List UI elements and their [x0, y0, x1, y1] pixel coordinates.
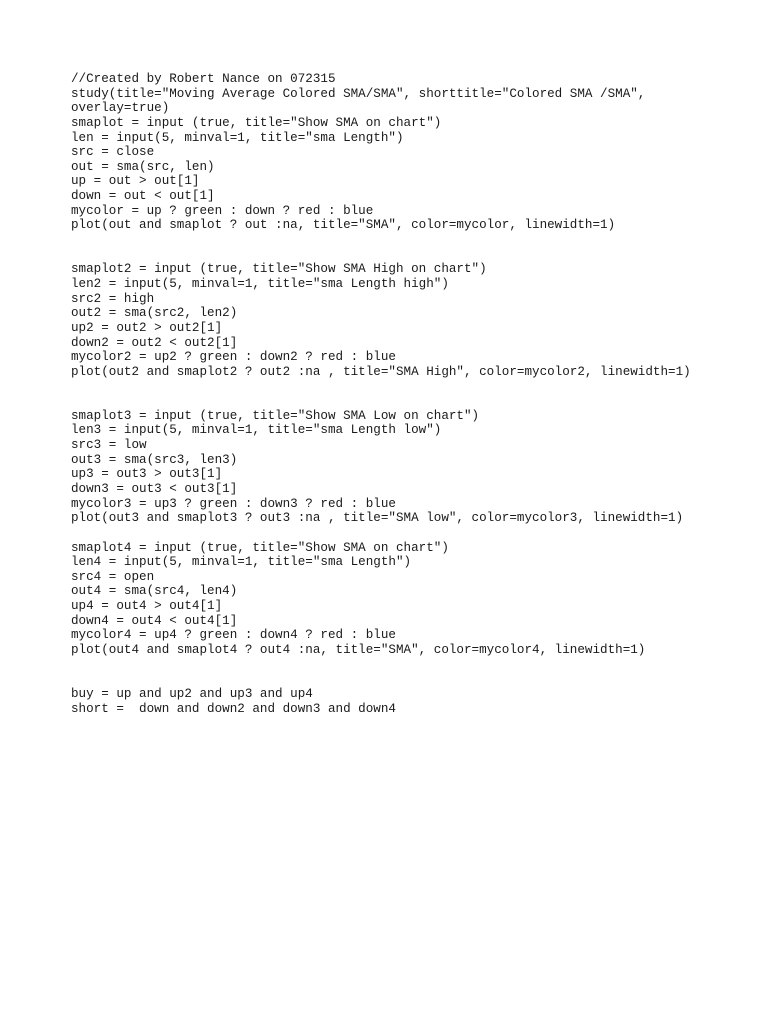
code-line [71, 233, 751, 248]
code-line [71, 672, 751, 687]
code-line: out4 = sma(src4, len4) [71, 584, 238, 599]
code-line: //Created by Robert Nance on 072315 [71, 72, 336, 86]
code-line: smaplot = input (true, title="Show SMA on chart") [71, 115, 442, 130]
code-line: study(title="Moving Average Colored SMA/SMA", shorttitle="Colored SMA /SMA", [71, 86, 646, 101]
code-line: len4 = input(5, minval=1, title="sma Length") [71, 555, 412, 570]
code-text-block [71, 72, 751, 716]
code-line [71, 658, 751, 673]
code-line: short = down and down2 and down3 and down4 [71, 701, 396, 716]
code-line: down3 = out3 < out3[1] [71, 481, 238, 496]
code-line: len2 = input(5, minval=1, title="sma Length high") [71, 276, 449, 291]
code-line [71, 248, 751, 263]
code-line: up3 = out3 > out3[1] [71, 467, 223, 482]
code-line: up2 = out2 > out2[1] [71, 320, 223, 335]
code-line: plot(out and smaplot ? out :na, title="SMA", color=mycolor, linewidth=1) [71, 218, 616, 233]
code-line: src = close [71, 145, 155, 160]
code-line: len3 = input(5, minval=1, title="sma Length low") [71, 423, 442, 438]
code-line: src2 = high [71, 291, 155, 306]
code-line [71, 394, 751, 409]
code-line [71, 379, 751, 394]
code-line: len = input(5, minval=1, title="sma Length") [71, 130, 404, 145]
code-line: src3 = low [71, 438, 147, 453]
code-line: up4 = out4 > out4[1] [71, 599, 223, 614]
code-line: src4 = open [71, 569, 155, 584]
code-line: smaplot4 = input (true, title="Show SMA on chart") [71, 540, 449, 555]
code-line: mycolor2 = up2 ? green : down2 ? red : blue [71, 350, 396, 365]
code-line: out = sma(src, len) [71, 159, 215, 174]
code-line: down2 = out2 < out2[1] [71, 335, 238, 350]
code-line: plot(out3 and smaplot3 ? out3 :na , title="SMA low", color=mycolor3, linewidth=1) [71, 511, 684, 526]
code-line: down4 = out4 < out4[1] [71, 613, 238, 628]
code-line: smaplot2 = input (true, title="Show SMA High on chart") [71, 262, 487, 277]
code-line: plot(out2 and smaplot2 ? out2 :na , title="SMA High", color=mycolor2, linewidth=1) [71, 364, 691, 379]
code-line: smaplot3 = input (true, title="Show SMA Low on chart") [71, 408, 480, 423]
code-line: mycolor4 = up4 ? green : down4 ? red : blue [71, 628, 396, 643]
code-line: up = out > out[1] [71, 174, 200, 189]
code-line: plot(out4 and smaplot4 ? out4 :na, title="SMA", color=mycolor4, linewidth=1) [71, 642, 646, 657]
code-line: overlay=true) [71, 101, 170, 116]
code-line: down = out < out[1] [71, 189, 215, 204]
code-line: out2 = sma(src2, len2) [71, 306, 238, 321]
code-line [71, 526, 751, 541]
code-line: mycolor3 = up3 ? green : down3 ? red : blue [71, 496, 396, 511]
code-line: mycolor = up ? green : down ? red : blue [71, 203, 374, 218]
code-line: buy = up and up2 and up3 and up4 [71, 686, 313, 701]
code-line: out3 = sma(src3, len3) [71, 452, 238, 467]
